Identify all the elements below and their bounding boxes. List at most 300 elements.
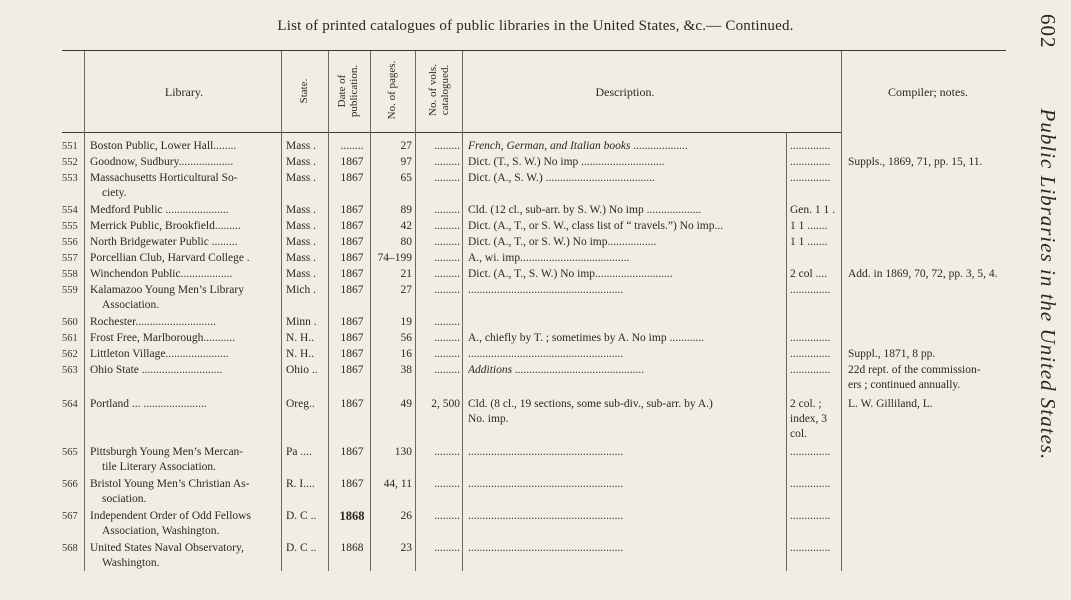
header-vols — [427, 54, 451, 126]
description-cell-line: ...................................................... — [468, 348, 624, 360]
vols-cell-line: ......... — [434, 510, 460, 522]
date-cell — [334, 283, 370, 298]
row-number-line: 559 — [62, 285, 78, 296]
compiler-cell-line: 2 col .... — [790, 268, 828, 280]
compiler-cell-line: .............. — [790, 478, 831, 490]
row-number-line: 568 — [62, 543, 78, 554]
description-cell — [468, 347, 784, 362]
header-vols-text: No. of vols. catalogued. — [427, 64, 451, 116]
state-cell-line: Ohio .. — [286, 364, 318, 376]
row-number-line: 557 — [62, 253, 78, 264]
description-cell — [468, 477, 784, 492]
date-cell-line: 1867 — [340, 172, 364, 184]
compiler-cell — [790, 477, 840, 492]
row-number-line: 558 — [62, 269, 78, 280]
library-name-line: Frost Free, Marlborough........... — [90, 332, 236, 344]
date-cell-line: 1868 — [339, 509, 365, 523]
library-name-line: United States Naval Observatory, — [90, 542, 244, 554]
pages-cell-line: 49 — [400, 398, 412, 410]
header-state: State. — [298, 78, 310, 104]
vols-cell — [418, 203, 460, 218]
state-cell — [286, 363, 330, 378]
state-cell — [286, 235, 330, 250]
library-name-line: Goodnow, Sudbury................... — [90, 156, 234, 168]
column-line — [370, 51, 371, 571]
library-name-line: Kalamazoo Young Men’s Library — [90, 284, 244, 296]
library-name — [90, 347, 278, 362]
row-number — [62, 541, 84, 556]
state-cell-line: Mass . — [286, 172, 317, 184]
row-number — [62, 397, 84, 412]
compiler-cell-line: .............. — [790, 140, 831, 152]
vols-cell — [418, 251, 460, 266]
column-line — [462, 51, 463, 571]
compiler-cell-line: .............. — [790, 332, 831, 344]
vols-cell — [418, 541, 460, 556]
date-cell-line: ........ — [340, 140, 364, 152]
notes-cell-line: 22d rept. of the commission- — [848, 364, 981, 376]
column-line — [281, 51, 282, 571]
compiler-cell-line: .............. — [790, 348, 831, 360]
row-number-line: 562 — [62, 349, 78, 360]
notes-cell — [848, 397, 1008, 412]
row-number-line: 560 — [62, 317, 78, 328]
row-number-line: 566 — [62, 479, 78, 490]
pages-cell-line: 27 — [400, 140, 412, 152]
compiler-cell-line: Gen. 1 1 . — [790, 204, 836, 216]
library-name-line: North Bridgewater Public ......... — [90, 236, 238, 248]
notes-cell — [848, 347, 1008, 362]
library-name — [90, 477, 278, 507]
library-name — [90, 155, 278, 170]
vols-cell — [418, 171, 460, 186]
vols-cell — [418, 347, 460, 362]
pages-cell — [372, 315, 412, 330]
row-number-line: 553 — [62, 173, 78, 184]
date-cell-line: 1867 — [340, 332, 364, 344]
state-cell-line: Pa .... — [286, 446, 312, 458]
pages-cell-line: 56 — [400, 332, 412, 344]
description-cell — [468, 139, 784, 154]
date-cell — [334, 477, 370, 492]
compiler-cell-line: .............. — [790, 542, 831, 554]
date-cell-line: 1867 — [340, 446, 364, 458]
library-name-line: ciety. — [102, 187, 127, 199]
date-cell-line: 1867 — [340, 284, 364, 296]
state-cell-line: D. C .. — [286, 510, 317, 522]
compiler-cell — [790, 155, 840, 170]
compiler-cell-line: .............. — [790, 284, 831, 296]
library-name — [90, 267, 278, 282]
date-cell — [334, 331, 370, 346]
row-number-line: 552 — [62, 157, 78, 168]
library-name — [90, 397, 278, 412]
date-cell — [334, 315, 370, 330]
pages-cell-line: 74–199 — [377, 252, 412, 264]
column-line — [841, 51, 842, 571]
state-cell — [286, 331, 330, 346]
column-line — [84, 51, 85, 571]
library-name — [90, 445, 278, 475]
library-name-line: Medford Public ...................... — [90, 204, 229, 216]
pages-cell-line: 89 — [400, 204, 412, 216]
row-number — [62, 235, 84, 250]
library-name-line: Bristol Young Men’s Christian As- — [90, 478, 250, 490]
description-cell — [468, 397, 784, 427]
description-cell-line: ...................................................... — [468, 542, 624, 554]
pages-cell — [372, 171, 412, 186]
state-cell — [286, 509, 330, 524]
pages-cell — [372, 267, 412, 282]
state-cell — [286, 203, 330, 218]
header-compiler: Compiler; notes. — [888, 85, 968, 99]
vols-cell — [418, 155, 460, 170]
vols-cell-line: 2, 500 — [431, 398, 460, 410]
compiler-cell-line: col. — [790, 428, 807, 440]
library-name — [90, 251, 278, 266]
compiler-cell — [790, 397, 840, 442]
vols-cell — [418, 235, 460, 250]
row-number — [62, 219, 84, 234]
pages-cell — [372, 203, 412, 218]
vols-cell — [418, 477, 460, 492]
vols-cell — [418, 331, 460, 346]
date-cell-line: 1867 — [340, 268, 364, 280]
pages-cell — [372, 251, 412, 266]
date-cell — [334, 445, 370, 460]
compiler-cell — [790, 203, 840, 218]
running-head — [1035, 14, 1060, 460]
notes-cell — [848, 267, 1008, 282]
pages-cell-line: 23 — [400, 542, 412, 554]
vols-cell-line: ......... — [434, 204, 460, 216]
pages-cell — [372, 155, 412, 170]
description-cell-line: Dict. (A., T., or S. W., class list of “ travels.”) No imp... — [468, 220, 724, 232]
date-cell — [334, 235, 370, 250]
compiler-cell-line: .............. — [790, 364, 831, 376]
date-cell-line: 1867 — [340, 316, 364, 328]
date-cell-line: 1867 — [340, 478, 364, 490]
row-number-line: 556 — [62, 237, 78, 248]
library-name-line: Boston Public, Lower Hall........ — [90, 140, 237, 152]
compiler-cell-line: .............. — [790, 446, 831, 458]
description-cell — [468, 267, 784, 282]
library-name — [90, 203, 278, 218]
description-cell-line: Dict. (A., S. W.) ...................................... — [468, 172, 655, 184]
compiler-cell-line: .............. — [790, 172, 831, 184]
date-cell — [334, 363, 370, 378]
pages-cell-line: 65 — [400, 172, 412, 184]
description-cell — [468, 155, 784, 170]
vols-cell-line: ......... — [434, 156, 460, 168]
vols-cell-line: ......... — [434, 478, 460, 490]
pages-cell — [372, 235, 412, 250]
description-cell-line: Dict. (A., T., S. W.) No imp........................... — [468, 268, 673, 280]
library-name-line: Ohio State ............................ — [90, 364, 223, 376]
compiler-cell-line: 1 1 ....... — [790, 220, 828, 232]
vols-cell-line: ......... — [434, 220, 460, 232]
date-cell-line: 1867 — [340, 204, 364, 216]
library-name — [90, 283, 278, 313]
date-cell — [334, 541, 370, 556]
library-name-line: Washington. — [102, 557, 160, 569]
column-line — [786, 132, 787, 571]
vols-cell — [418, 397, 460, 412]
vols-cell-line: ......... — [434, 140, 460, 152]
vols-cell — [418, 283, 460, 298]
row-number — [62, 283, 84, 298]
row-number-line: 555 — [62, 221, 78, 232]
date-cell-line: 1867 — [340, 220, 364, 232]
row-number-line: 564 — [62, 399, 78, 410]
state-cell — [286, 267, 330, 282]
pages-cell-line: 27 — [400, 284, 412, 296]
compiler-cell — [790, 509, 840, 524]
date-cell — [334, 139, 370, 154]
library-name-line: Merrick Public, Brookfield......... — [90, 220, 241, 232]
description-cell-line: ...................................................... — [468, 284, 624, 296]
compiler-cell — [790, 235, 840, 250]
notes-cell-line: L. W. Gilliland, L. — [848, 398, 933, 410]
library-name-line: Association. — [102, 299, 160, 311]
pages-cell — [372, 397, 412, 412]
pages-cell-line: 42 — [400, 220, 412, 232]
pages-cell-line: 44, 11 — [383, 478, 412, 490]
library-name — [90, 139, 278, 154]
library-name-line: Porcellian Club, Harvard College . — [90, 252, 250, 264]
date-cell — [334, 397, 370, 412]
notes-cell — [848, 155, 1008, 170]
state-cell — [286, 397, 330, 412]
compiler-cell — [790, 331, 840, 346]
state-cell-line: N. H.. — [286, 348, 315, 360]
pages-cell-line: 16 — [400, 348, 412, 360]
compiler-cell-line: .............. — [790, 510, 831, 522]
pages-cell — [372, 445, 412, 460]
state-cell — [286, 155, 330, 170]
compiler-cell-line: .............. — [790, 156, 831, 168]
vols-cell — [418, 445, 460, 460]
library-name — [90, 509, 278, 539]
row-number — [62, 139, 84, 154]
pages-cell-line: 21 — [400, 268, 412, 280]
row-number — [62, 477, 84, 492]
state-cell-line: Mass . — [286, 220, 317, 232]
library-name — [90, 235, 278, 250]
compiler-cell — [790, 139, 840, 154]
description-cell-line: ...................................................... — [468, 510, 624, 522]
compiler-cell — [790, 347, 840, 362]
notes-cell — [848, 363, 1008, 393]
header-description: Description. — [595, 85, 655, 99]
library-name — [90, 315, 278, 330]
library-name — [90, 171, 278, 201]
description-cell-line: Cld. (12 cl., sub-arr. by S. W.) No imp ................... — [468, 204, 702, 216]
notes-cell-line: Add. in 1869, 70, 72, pp. 3, 5, 4. — [848, 268, 998, 280]
state-cell — [286, 541, 330, 556]
state-cell — [286, 315, 330, 330]
notes-cell-line: Suppls., 1869, 71, pp. 15, 11. — [848, 156, 983, 168]
row-number — [62, 331, 84, 346]
pages-cell-line: 19 — [400, 316, 412, 328]
vols-cell — [418, 509, 460, 524]
library-name-line: Rochester............................ — [90, 316, 216, 328]
state-cell — [286, 139, 330, 154]
date-cell — [334, 203, 370, 218]
state-cell-line: Mass . — [286, 140, 317, 152]
state-cell-line: N. H.. — [286, 332, 315, 344]
compiler-cell — [790, 219, 840, 234]
description-cell-line: Dict. (A., T., or S. W.) No imp................. — [468, 236, 657, 248]
date-cell-line: 1867 — [340, 236, 364, 248]
vols-cell-line: ......... — [434, 364, 460, 376]
row-number — [62, 251, 84, 266]
vols-cell-line: ......... — [434, 542, 460, 554]
page-title: List of printed catalogues of public libraries in the United States, &c.— Continued. — [277, 18, 794, 34]
description-cell-line: French, German, and Italian books ................... — [468, 140, 688, 152]
library-name-line: Pittsburgh Young Men’s Mercan- — [90, 446, 244, 458]
description-cell-line: Cld. (8 cl., 19 sections, some sub-div., sub-arr. by A.) — [468, 398, 713, 410]
description-cell — [468, 283, 784, 298]
state-cell — [286, 477, 330, 492]
pages-cell — [372, 363, 412, 378]
date-cell — [334, 251, 370, 266]
pages-cell — [372, 347, 412, 362]
row-number — [62, 171, 84, 186]
state-cell-line: D. C .. — [286, 542, 317, 554]
row-number — [62, 363, 84, 378]
pages-cell-line: 26 — [400, 510, 412, 522]
header-date — [336, 56, 360, 126]
library-name-line: sociation. — [102, 493, 147, 505]
date-cell-line: 1867 — [340, 348, 364, 360]
library-name — [90, 331, 278, 346]
description-cell-line: A., chiefly by T. ; sometimes by A. No imp ............ — [468, 332, 704, 344]
date-cell-line: 1867 — [340, 252, 364, 264]
vols-cell-line: ......... — [434, 252, 460, 264]
description-cell-line: Additions ............................................. — [468, 364, 645, 376]
state-cell — [286, 283, 330, 298]
description-cell — [468, 363, 784, 378]
pages-cell — [372, 477, 412, 492]
header-date-text: Date of publication. — [336, 64, 360, 118]
date-cell — [334, 219, 370, 234]
library-name-line: Association, Washington. — [102, 525, 220, 537]
row-number-line: 567 — [62, 511, 78, 522]
description-cell — [468, 219, 784, 234]
row-number-line: 563 — [62, 365, 78, 376]
state-cell-line: R. I.... — [286, 478, 315, 490]
date-cell-line: 1867 — [340, 364, 364, 376]
top-rule — [62, 50, 1006, 51]
row-number — [62, 347, 84, 362]
row-number — [62, 203, 84, 218]
library-name — [90, 219, 278, 234]
state-cell-line: Mass . — [286, 156, 317, 168]
row-number-line: 561 — [62, 333, 78, 344]
compiler-cell — [790, 283, 840, 298]
vols-cell-line: ......... — [434, 348, 460, 360]
vols-cell-line: ......... — [434, 284, 460, 296]
date-cell — [334, 155, 370, 170]
description-cell-line: ...................................................... — [468, 446, 624, 458]
vols-cell-line: ......... — [434, 268, 460, 280]
pages-cell-line: 97 — [400, 156, 412, 168]
row-number — [62, 155, 84, 170]
library-name-line: Massachusetts Horticultural So- — [90, 172, 238, 184]
description-cell — [468, 541, 784, 556]
column-line — [415, 51, 416, 571]
date-cell-line: 1867 — [340, 156, 364, 168]
date-cell — [334, 347, 370, 362]
description-cell-line: A., wi. imp...................................... — [468, 252, 630, 264]
compiler-cell — [790, 541, 840, 556]
pages-cell-line: 130 — [394, 446, 412, 458]
compiler-cell — [790, 267, 840, 282]
row-number — [62, 445, 84, 460]
row-number-line: 554 — [62, 205, 78, 216]
state-cell-line: Mass . — [286, 236, 317, 248]
date-cell — [334, 171, 370, 186]
compiler-cell — [790, 363, 840, 378]
page-number: 602 — [1036, 14, 1060, 49]
vols-cell-line: ......... — [434, 446, 460, 458]
pages-cell — [372, 219, 412, 234]
notes-cell-line: ers ; continued annually. — [848, 379, 961, 391]
header-pages: No. of pages. — [386, 60, 398, 120]
vols-cell — [418, 139, 460, 154]
description-cell-line: No. imp. — [468, 413, 509, 425]
vols-cell-line: ......... — [434, 332, 460, 344]
notes-cell-line: Suppl., 1871, 8 pp. — [848, 348, 936, 360]
row-number — [62, 267, 84, 282]
pages-cell — [372, 541, 412, 556]
description-cell-line: ...................................................... — [468, 478, 624, 490]
column-line — [328, 51, 329, 571]
compiler-cell — [790, 445, 840, 460]
state-cell-line: Mich . — [286, 284, 317, 296]
state-cell-line: Mass . — [286, 268, 317, 280]
pages-cell — [372, 331, 412, 346]
description-cell — [468, 171, 784, 186]
compiler-cell — [790, 171, 840, 186]
vols-cell-line: ......... — [434, 236, 460, 248]
state-cell — [286, 445, 330, 460]
library-name-line: Independent Order of Odd Fellows — [90, 510, 251, 522]
description-cell — [468, 203, 784, 218]
compiler-cell-line: 2 col. ; — [790, 398, 822, 410]
date-cell-line: 1868 — [340, 542, 364, 554]
pages-cell — [372, 283, 412, 298]
pages-cell — [372, 509, 412, 524]
description-cell — [468, 235, 784, 250]
header-library: Library. — [164, 85, 204, 99]
state-cell-line: Mass . — [286, 252, 317, 264]
pages-cell — [372, 139, 412, 154]
description-cell — [468, 509, 784, 524]
compiler-cell-line: index, 3 — [790, 413, 828, 425]
state-cell-line: Minn . — [286, 316, 317, 328]
row-number — [62, 509, 84, 524]
state-cell-line: Mass . — [286, 204, 317, 216]
library-name-line: Winchendon Public.................. — [90, 268, 233, 280]
pages-cell-line: 80 — [400, 236, 412, 248]
date-cell — [334, 267, 370, 282]
description-cell — [468, 251, 784, 266]
vols-cell-line: ......... — [434, 172, 460, 184]
vols-cell — [418, 219, 460, 234]
running-head-text: Public Libraries in the United States. — [1036, 108, 1060, 461]
